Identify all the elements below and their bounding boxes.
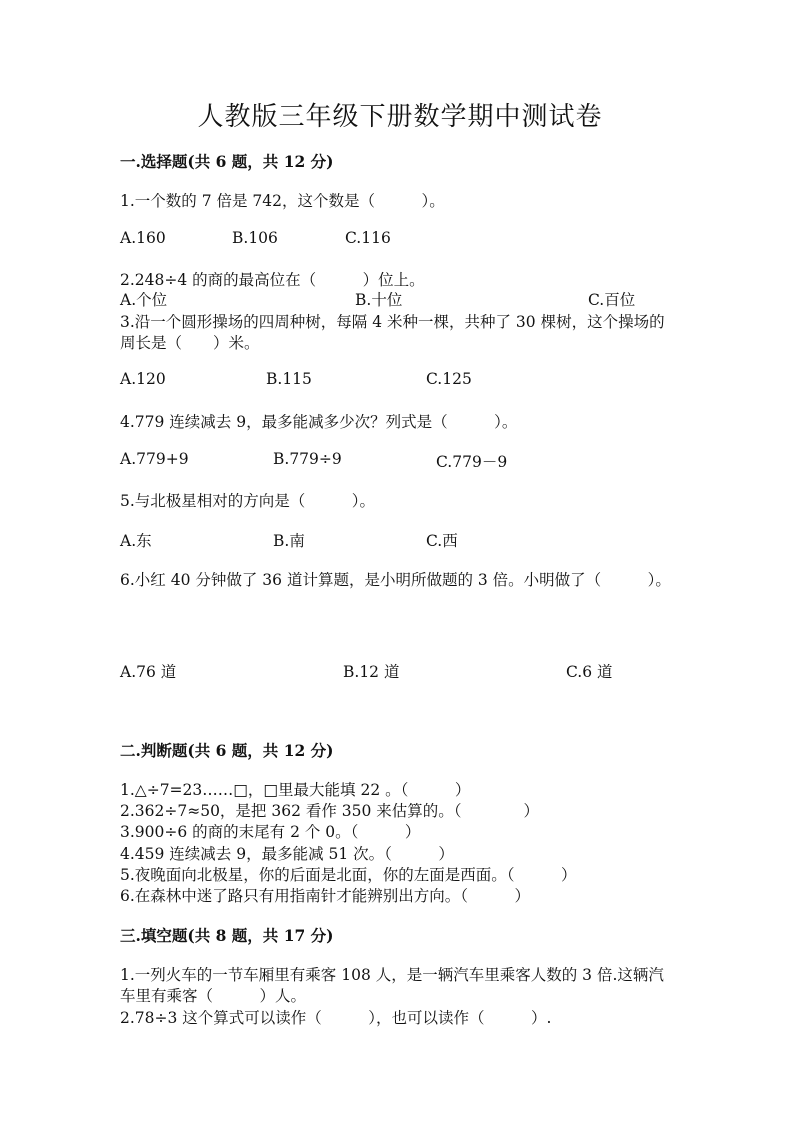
question-2-option-c: C.百位 (588, 291, 636, 309)
section-heading-fill: 三.填空题(共 8 题，共 17 分) (120, 926, 334, 945)
fill-question-2: 2.78÷3 这个算式可以读作（ ），也可以读作（ ）. (120, 1009, 552, 1027)
question-2-option-b: B.十位 (355, 291, 403, 309)
question-1-stem: 1.一个数的 7 倍是 742，这个数是（ ）。 (120, 192, 445, 210)
judge-item-3: 3.900÷6 的商的末尾有 2 个 0。（ ） (120, 823, 421, 841)
question-1-option-b: B.106 (232, 229, 278, 247)
fill-question-1-line-2: 车里有乘客（ ）人。 (120, 987, 307, 1005)
question-5-option-c: C.西 (426, 532, 458, 550)
question-5-stem: 5.与北极星相对的方向是（ ）。 (120, 492, 376, 510)
question-5-option-b: B.南 (273, 532, 305, 550)
question-3-option-a: A.120 (120, 370, 166, 388)
judge-item-4: 4.459 连续减去 9，最多能减 51 次。（ ） (120, 845, 454, 863)
question-6-stem: 6.小红 40 分钟做了 36 道计算题，是小明所做题的 3 倍。小明做了（ ）。 (120, 571, 671, 589)
question-3-stem-line-2: 周长是（ ）米。 (120, 334, 260, 352)
question-4-option-a: A.779+9 (120, 450, 189, 468)
question-6-option-c: C.6 道 (566, 663, 613, 681)
question-2-option-a: A.个位 (120, 291, 168, 309)
question-3-stem-line-1: 3.沿一个圆形操场的四周种树，每隔 4 米种一棵，共种了 30 棵树，这个操场的 (120, 313, 665, 331)
fill-question-1-line-1: 1.一列火车的一节车厢里有乘客 108 人，是一辆汽车里乘客人数的 3 倍.这辆汽 (120, 966, 664, 984)
section-heading-judge: 二.判断题(共 6 题，共 12 分) (120, 741, 334, 760)
page-title: 人教版三年级下册数学期中测试卷 (197, 102, 603, 132)
question-1-option-c: C.116 (345, 229, 391, 247)
question-6-option-b: B.12 道 (343, 663, 400, 681)
question-4-option-c: C.779－9 (436, 453, 508, 471)
question-3-option-b: B.115 (266, 370, 312, 388)
question-3-option-c: C.125 (426, 370, 472, 388)
question-5-option-a: A.东 (120, 532, 152, 550)
judge-item-6: 6.在森林中迷了路只有用指南针才能辨别出方向。（ ） (120, 887, 531, 905)
question-1-option-a: A.160 (120, 229, 166, 247)
judge-item-5: 5.夜晚面向北极星，你的后面是北面，你的左面是西面。（ ） (120, 866, 577, 884)
question-6-option-a: A.76 道 (120, 663, 177, 681)
question-4-option-b: B.779÷9 (273, 450, 342, 468)
question-4-stem: 4.779 连续减去 9，最多能减多少次？列式是（ ）。 (120, 413, 518, 431)
question-2-stem: 2.248÷4 的商的最高位在（ ）位上。 (120, 271, 425, 289)
judge-item-2: 2.362÷7≈50，是把 362 看作 350 来估算的。（ ） (120, 802, 540, 820)
judge-item-1: 1.△÷7=23……□，□里最大能填 22 。（ ） (120, 781, 471, 799)
section-heading-choice: 一.选择题(共 6 题，共 12 分) (120, 152, 334, 171)
